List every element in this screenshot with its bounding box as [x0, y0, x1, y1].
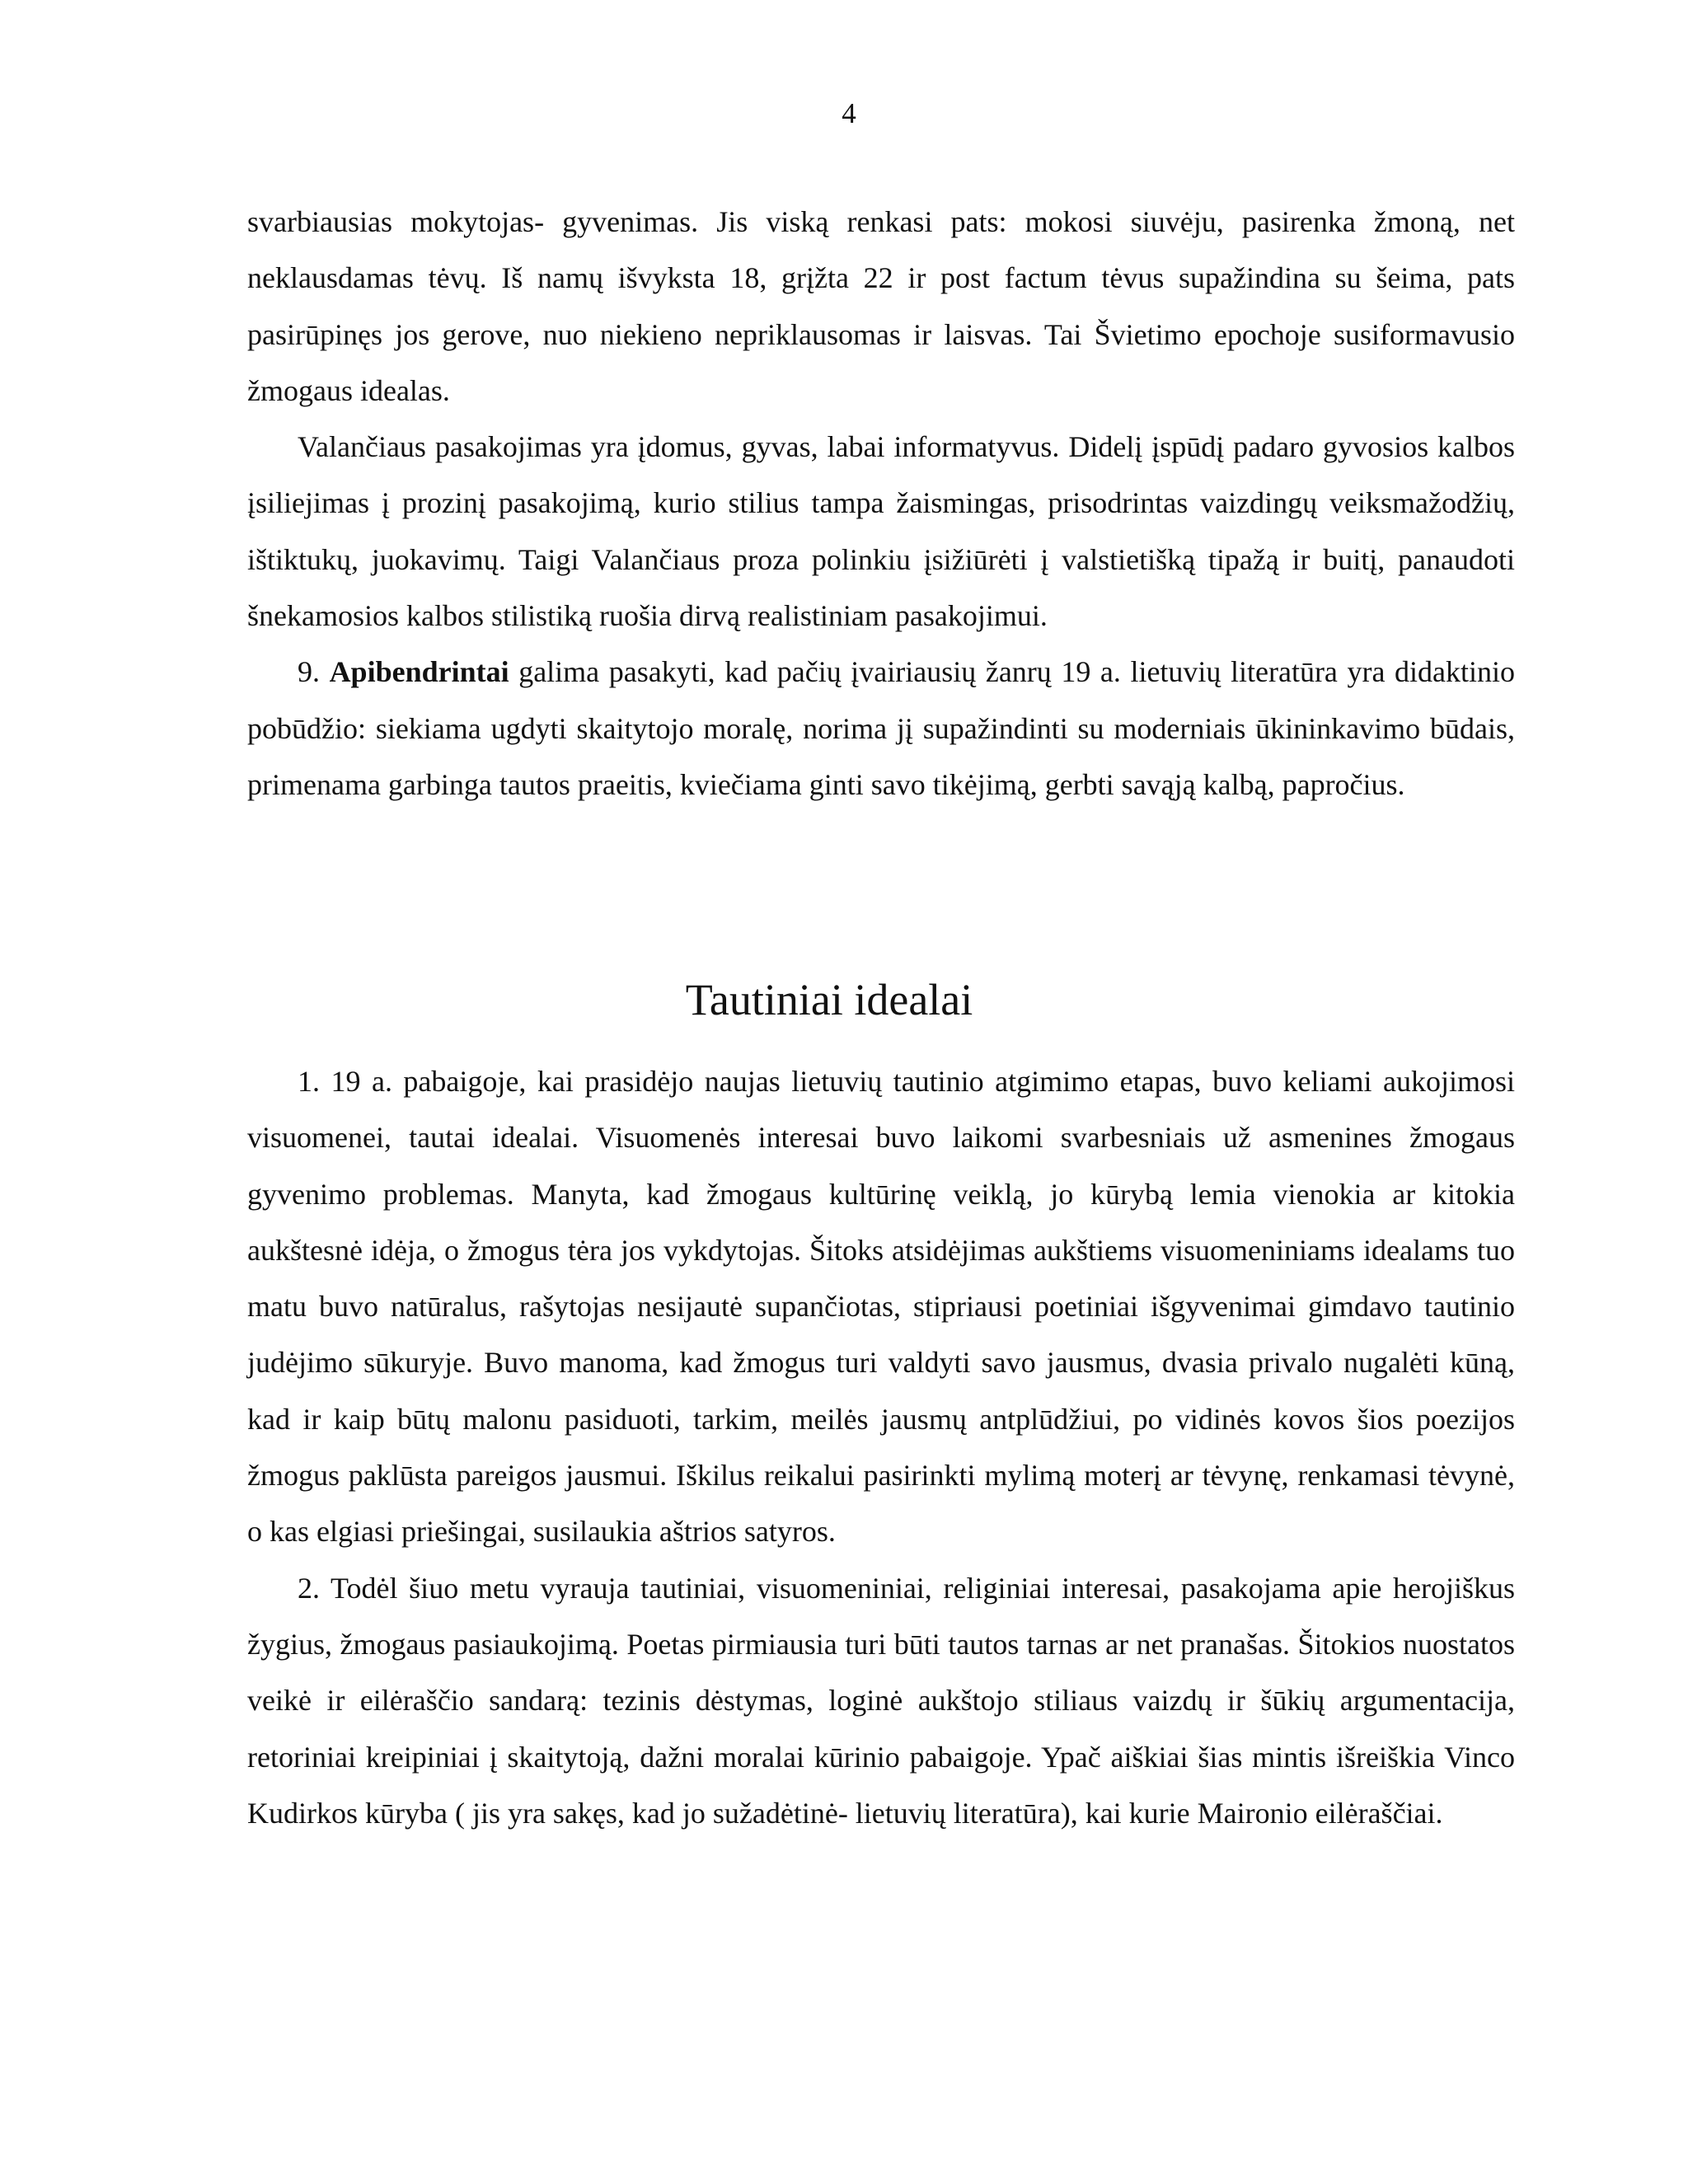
paragraph-3-text: galima pasakyti, kad pačių įvairiausių žanrų 19 a. lietuvių literatūra yra didaktinio pobūdžio: siekiama ugdyti skaitytojo moralę, norima jį supažindinti su moderniais ūkininkavimo būdais, primenama garbinga tautos praeitis, kviečiama ginti savo tikėjimą, gerbti savąją kalbą, papročius.	[247, 655, 1515, 801]
paragraph-3-bold-lead: Apibendrintai	[329, 655, 509, 689]
section-heading: Tautiniai idealai	[685, 975, 973, 1024]
section-2-body	[247, 1053, 1515, 1841]
page-number: 4	[842, 97, 856, 129]
paragraph-4: 1. 19 a. pabaigoje, kai prasidėjo naujas lietuvių tautinio atgimimo etapas, buvo keliami aukojimosi visuomenei, tautai idealai. Visuomenės interesai buvo laikomi svarbesniais už asmenines žmogaus gyvenimo problemas. Manyta, kad žmogaus kultūrinę veiklą, jo kūrybą lemia vienokia ar kitokia aukštesnė idėja, o žmogus tėra jos vykdytojas. Šitoks atsidėjimas aukštiems visuomeniniams idealams tuo matu buvo natūralus, rašytojas nesijautė supančiotas, stipriausi poetiniai išgyvenimai gimdavo tautinio judėjimo sūkuryje. Buvo manoma, kad žmogus turi valdyti savo jausmus, dvasia privalo nugalėti kūną, kad ir kaip būtų malonu pasiduoti, tarkim, meilės jausmų antplūdžiui, po vidinės kovos šios poezijos žmogus paklūsta pareigos jausmui. Iškilus reikalui pasirinkti mylimą moterį ar tėvynę, renkamasi tėvynė, o kas elgiasi priešingai, susilaukia aštrios satyros.	[247, 1065, 1515, 1549]
paragraph-1: svarbiausias mokytojas- gyvenimas. Jis viską renkasi pats: mokosi siuvėju, pasirenka žmoną, net neklausdamas tėvų. Iš namų išvyksta 18, grįžta 22 ir post factum tėvus supažindina su šeima, pats pasirūpinęs jos gerove, nuo niekieno nepriklausomas ir laisvas. Tai Švietimo epochoje susiformavusio žmogaus idealas.	[247, 205, 1515, 407]
paragraph-5: 2. Todėl šiuo metu vyrauja tautiniai, visuomeniniai, religiniai interesai, pasakojama apie herojiškus žygius, žmogaus pasiaukojimą. Poetas pirmiausia turi būti tautos tarnas ar net pranašas. Šitokios nuostatos veikė ir eilėraščio sandarą: tezinis dėstymas, loginė aukštojo stiliaus vaizdų ir šūkių argumentacija, retoriniai kreipiniai į skaitytoją, dažni moralai kūrinio pabaigoje. Ypač aiškiai šias mintis išreiškia Vinco Kudirkos kūryba ( jis yra sakęs, kad jo sužadėtinė- lietuvių literatūra), kai kurie Maironio eilėraščiai.	[247, 1571, 1515, 1830]
section-1-body	[247, 194, 1515, 813]
paragraph-2: Valančiaus pasakojimas yra įdomus, gyvas, labai informatyvus. Didelį įspūdį padaro gyvosios kalbos įsiliejimas į prozinį pasakojimą, kurio stilius tampa žaismingas, prisodrintas vaizdingų veiksmažodžių, ištiktukų, juokavimų. Taigi Valančiaus proza polinkiu įsižiūrėti į valstietišką tipažą ir buitį, panaudoti šnekamosios kalbos stilistiką ruošia dirvą realistiniam pasakojimui.	[247, 430, 1515, 633]
paragraph-3-number: 9.	[298, 655, 320, 689]
paragraph-3	[247, 644, 1515, 813]
